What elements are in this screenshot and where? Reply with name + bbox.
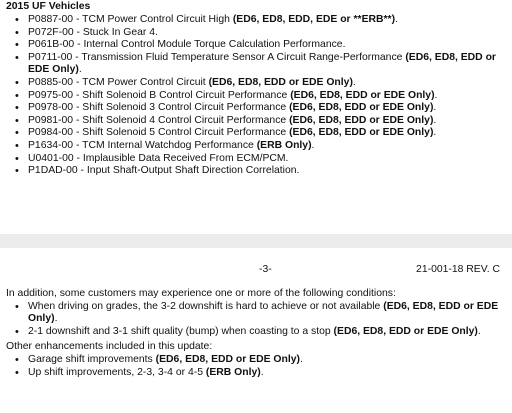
dtc-item [28,127,506,140]
enhancement-tail: . [299,353,303,365]
dtc-qualifier: (ED6, ED8, EDD or EDE Only) [289,114,434,126]
dtc-list [6,14,506,178]
conditions-intro: In addition, some customers may experience one or more of the following conditions: [6,288,396,299]
condition-tail: . [54,313,58,325]
dtc-tail: . [433,114,437,126]
enhancement-qualifier: (ED6, ED8, EDD or EDE Only) [155,353,300,365]
page-break-gap [0,234,512,248]
enhancements-list [6,354,506,379]
dtc-text: P1634-00 - TCM Internal Watchdog Performance [28,139,257,151]
dtc-qualifier: (ED6, ED8, EDD, EDE or **ERB**) [232,14,396,25]
dtc-text: P0711-00 - Transmission Fluid Temperature Sensor A Circuit Range-Performance [28,51,406,63]
section-title: 2015 UF Vehicles [6,1,91,12]
dtc-text: P0975-00 - Shift Solenoid B Control Circuit Performance [28,89,291,101]
dtc-item [28,153,506,166]
dtc-tail: . [434,89,438,101]
enhancement-tail: . [260,366,264,378]
dtc-tail: . [433,127,437,139]
dtc-qualifier: (ED6, ED8, EDD or EDE Only) [289,102,434,114]
dtc-item [28,39,506,52]
enhancement-qualifier: (ERB Only) [205,366,261,378]
dtc-text: P0981-00 - Shift Solenoid 4 Control Circuit Performance [28,114,290,126]
dtc-text: P0887-00 - TCM Power Control Circuit High [28,14,233,25]
enhancement-text: Up shift improvements, 2-3, 3-4 or 4-5 [28,366,206,378]
dtc-qualifier: (ED6, ED8, EDD or EDE Only) [28,51,496,76]
condition-qualifier: (ED6, ED8, EDD or EDE Only) [28,300,499,325]
dtc-item [28,27,506,40]
dtc-tail: . [395,14,398,25]
condition-text: When driving on grades, the 3-2 downshift is hard to achieve or not available [28,300,384,312]
enhancement-text: Garage shift improvements [28,353,156,365]
condition-text: 2-1 downshift and 3-1 shift quality (bump) when coasting to a stop [28,325,334,337]
dtc-tail: . [311,139,315,151]
dtc-text: P0978-00 - Shift Solenoid 3 Control Circuit Performance [28,102,290,114]
dtc-text: P072F-00 - Stuck In Gear 4. [28,26,158,38]
dtc-tail: . [433,102,437,114]
dtc-qualifier: (ERB Only) [256,139,312,151]
dtc-qualifier: (ED6, ED8, EDD or EDE Only) [289,127,434,139]
dtc-text: P1DAD-00 - Input Shaft-Output Shaft Direction Correlation. [28,165,300,177]
condition-item [28,301,506,326]
dtc-qualifier: (ED6, ED8, EDD or EDE Only) [290,89,435,101]
dtc-text: P0984-00 - Shift Solenoid 5 Control Circuit Performance [28,127,290,139]
document-page-bottom [0,248,512,413]
dtc-item [28,165,506,178]
dtc-tail: . [78,64,82,76]
condition-tail: . [477,325,481,337]
condition-qualifier: (ED6, ED8, EDD or EDE Only) [333,325,478,337]
dtc-item [28,14,506,27]
dtc-tail: . [352,76,356,88]
dtc-qualifier: (ED6, ED8, EDD or EDE Only) [208,76,353,88]
page-number: -3- [259,264,272,275]
enhancement-item [28,367,506,380]
conditions-list [6,301,506,339]
dtc-item [28,52,506,77]
dtc-item [28,90,506,103]
dtc-text: P061B-00 - Internal Control Module Torque Calculation Performance. [28,39,346,51]
dtc-item [28,140,506,153]
dtc-item [28,77,506,90]
page-header [6,264,506,280]
dtc-text: U0401-00 - Implausible Data Received From ECM/PCM. [28,152,289,164]
condition-item [28,326,506,339]
enhancement-item [28,354,506,367]
dtc-item [28,102,506,115]
dtc-item [28,115,506,128]
enhancements-intro: Other enhancements included in this update: [6,341,213,353]
document-reference: 21-001-18 REV. C [416,264,500,275]
dtc-text: P0885-00 - TCM Power Control Circuit [28,76,209,88]
